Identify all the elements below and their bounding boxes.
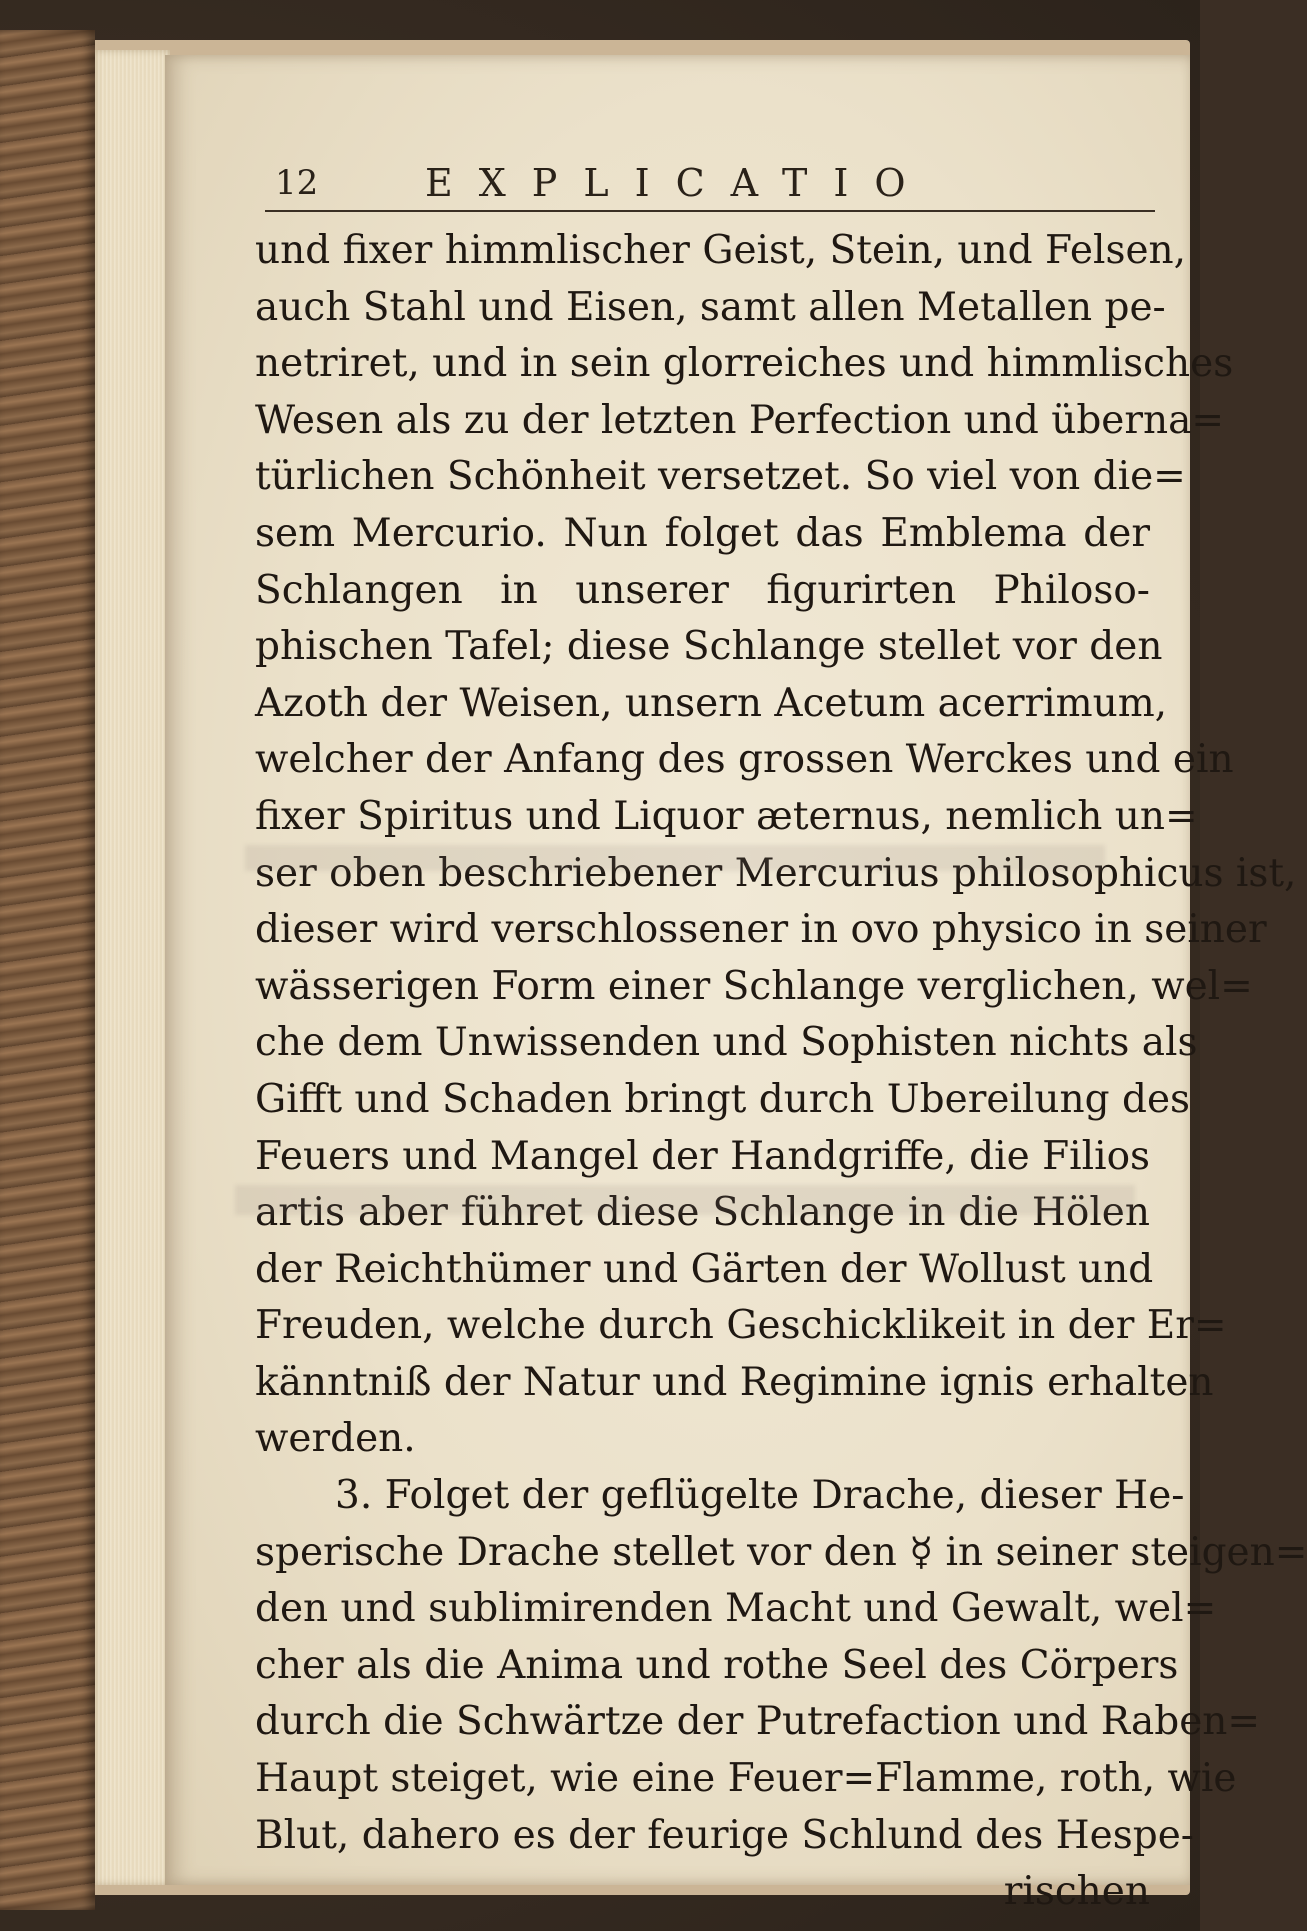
text-line: den und sublimirenden Macht und Gewalt, wel=: [255, 1586, 1217, 1632]
catchword: rischen: [1003, 1869, 1150, 1915]
text-line: 3. Folget der geflügelte Drache, dieser He-: [335, 1473, 1185, 1519]
book-binding: [0, 30, 95, 1910]
page-header: [275, 155, 1155, 215]
text-line: sperische Drache stellet vor den ☿ in seiner steigen=: [255, 1529, 1307, 1575]
text-line: auch Stahl und Eisen, samt allen Metallen pe-: [255, 284, 1166, 330]
text-line: känntniß der Natur und Regimine ignis erhalten: [255, 1359, 1214, 1405]
text-line: Blut, dahero es der feurige Schlund des Hespe-: [255, 1812, 1194, 1858]
text-line: Wesen als zu der letzten Perfection und überna=: [255, 397, 1225, 443]
text-line: türlichen Schönheit versetzet. So viel von die=: [255, 454, 1186, 500]
text-line: der Reichthümer und Gärten der Wollust und: [255, 1246, 1154, 1292]
text-line: fixer Spiritus und Liquor æternus, nemlich un=: [255, 793, 1198, 839]
text-line: welcher der Anfang des grossen Werckes und ein: [255, 737, 1234, 783]
text-line: durch die Schwärtze der Putrefaction und Raben=: [255, 1699, 1261, 1745]
body-text: [255, 223, 1307, 1921]
text-line: werden.: [255, 1416, 416, 1462]
text-line: Feuers und Mangel der Handgriffe, die Filios: [255, 1133, 1151, 1179]
text-line: sem Mercurio. Nun folget das Emblema der: [255, 510, 1150, 556]
text-line: cher als die Anima und rothe Seel des Cörpers: [255, 1642, 1179, 1688]
text-line: Gifft und Schaden bringt durch Ubereilung des: [255, 1076, 1191, 1122]
book-page: [165, 55, 1307, 1915]
text-line: che dem Unwissenden und Sophisten nichts als: [255, 1020, 1198, 1066]
text-line: dieser wird verschlossener in ovo physico in seiner: [255, 907, 1267, 953]
text-line: Freuden, welche durch Geschicklikeit in der Er=: [255, 1303, 1227, 1349]
text-line: artis aber führet diese Schlange in die Hölen: [255, 1190, 1150, 1236]
header-rule: [265, 210, 1155, 212]
text-line: Haupt steiget, wie eine Feuer=Flamme, roth, wie: [255, 1756, 1237, 1802]
text-line: und fixer himmlischer Geist, Stein, und Felsen,: [255, 228, 1187, 273]
text-line: wässerigen Form einer Schlange verglichen, wel=: [255, 963, 1253, 1009]
text-line: Schlangen in unserer figurirten Philoso-: [255, 567, 1150, 613]
text-line: phischen Tafel; diese Schlange stellet vor den: [255, 624, 1163, 670]
text-line: netriret, und in sein glorreiches und himmlisches: [255, 341, 1234, 387]
page-stack: [95, 50, 170, 1885]
text-line: Azoth der Weisen, unsern Acetum acerrimum,: [255, 680, 1168, 726]
page-number: 12: [275, 163, 319, 203]
running-head: EXPLICATIO: [425, 161, 932, 205]
text-line: ser oben beschriebener Mercurius philosophicus ist,: [255, 850, 1297, 896]
